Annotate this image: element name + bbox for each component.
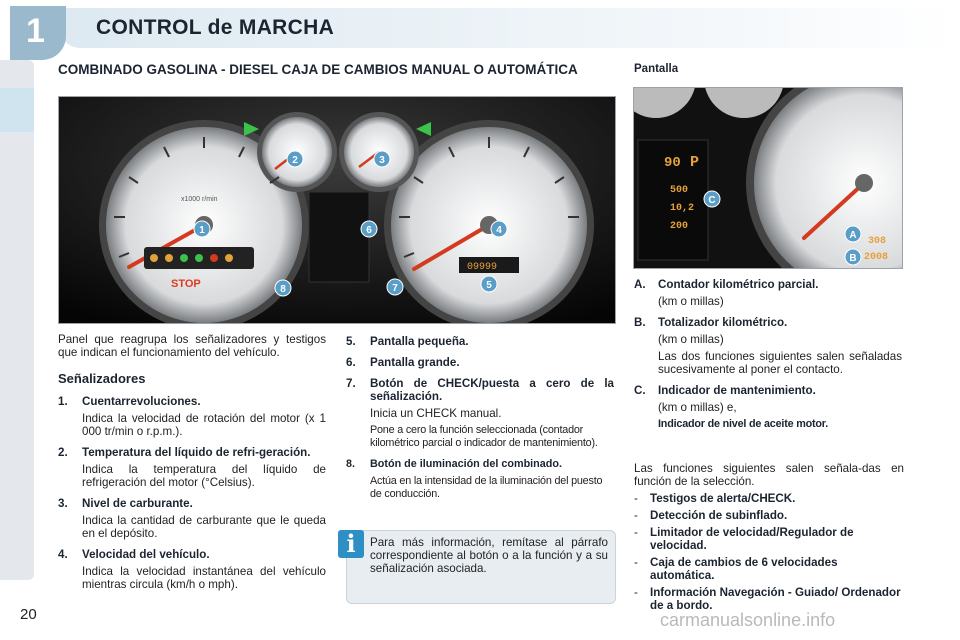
callout-5: 5 — [486, 280, 492, 291]
item-a: A. Contador kilométrico parcial. — [634, 278, 819, 291]
item-3-desc: Indica la cantidad de carburante que le queda en el depósito. — [82, 514, 326, 540]
functions-block — [634, 462, 904, 612]
item-b-desc: (km o millas) — [658, 333, 724, 346]
screen-gear: P — [690, 154, 700, 171]
callout-7: 7 — [392, 283, 398, 294]
callout-8: 8 — [280, 284, 286, 295]
screen-service-top: 500 — [670, 185, 689, 196]
callout-3: 3 — [379, 155, 385, 166]
screen-service-mid: 10,2 — [670, 203, 695, 214]
callout-4: 4 — [496, 225, 502, 236]
item-5: 5. Pantalla pequeña. — [346, 335, 469, 348]
item-c: C. Indicador de mantenimiento. — [634, 384, 816, 397]
callout-1: 1 — [199, 225, 205, 236]
function-item: - Limitador de velocidad/Regulador de velocidad. — [634, 526, 854, 552]
section-title: COMBINADO GASOLINA - DIESEL CAJA DE CAMBIOS MANUAL O AUTOMÁTICA — [58, 62, 578, 77]
item-8-desc: Actúa en la intensidad de la iluminación del puesto de conducción. — [370, 475, 603, 500]
tachometer-label: x1000 r/min — [181, 196, 218, 203]
column-middle — [346, 335, 614, 509]
stop-lamp: STOP — [171, 278, 201, 290]
callout-b: B — [849, 253, 857, 264]
callout-a: A — [849, 230, 857, 241]
callout-6: 6 — [366, 225, 372, 236]
intro-text: Panel que reagrupa los señalizadores y testigos que indican el funcionamiento del vehículo. — [58, 333, 326, 359]
item-6: 6. Pantalla grande. — [346, 356, 460, 369]
item-1-desc: Indica la velocidad de rotación del motor (x 1 000 tr/min o r.p.m.). — [82, 412, 326, 438]
callout-2: 2 — [292, 155, 298, 166]
side-bar — [0, 60, 34, 580]
center-screen — [309, 192, 369, 282]
item-2: 2. Temperatura del líquido de refri-geración. — [58, 446, 311, 459]
screen-service-bot: 200 — [670, 221, 689, 232]
item-c-desc: (km o millas) e, — [658, 401, 737, 414]
info-icon: i — [338, 530, 364, 558]
column-left — [58, 333, 326, 599]
item-b-desc2: Las dos funciones siguientes salen señaladas sucesivamente al poner el contacto. — [658, 350, 902, 376]
display-title: Pantalla — [634, 63, 679, 75]
chapter-number: 1 — [26, 12, 45, 50]
functions-intro: Las funciones siguientes salen señala-das en función de la selección. — [634, 462, 904, 488]
item-1: 1. Cuentarrevoluciones. — [58, 395, 201, 408]
item-8: 8. Botón de iluminación del combinado. — [346, 458, 562, 470]
item-2-desc: Indica la temperatura del líquido de refrigeración del motor (°Celsius). — [82, 463, 326, 489]
total-readout: 2008 — [864, 252, 889, 263]
instrument-cluster-photo — [58, 96, 616, 324]
odometer-readout: 09999 — [467, 262, 498, 273]
item-7: 7. Botón de CHECK/puesta a cero de la señalización. — [346, 377, 614, 403]
function-item: - Información Navegación - Guiado/ Ordenador de a bordo. — [634, 586, 901, 612]
item-c-desc2: Indicador de nivel de aceite motor. — [658, 418, 828, 430]
function-item: - Testigos de alerta/CHECK. — [634, 492, 796, 505]
side-tab — [0, 88, 34, 132]
item-b: B. Totalizador kilométrico. — [634, 316, 788, 329]
item-4-desc: Indica la velocidad instantánea del vehículo mientras circula (km/h o mph). — [82, 565, 326, 591]
column-right — [634, 278, 902, 439]
item-a-desc: (km o millas) — [658, 295, 724, 308]
watermark: carmanualsonline.info — [660, 610, 836, 630]
display-photo — [633, 87, 903, 269]
item-7-desc2: Pone a cero la función seleccionada (contador kilométrico parcial o indicador de mantenimiento). — [370, 424, 598, 449]
trip-readout: 308 — [868, 236, 887, 247]
callout-c: C — [708, 195, 716, 206]
function-item: - Detección de subinflado. — [634, 509, 788, 522]
screen-speed-digits: 90 — [664, 155, 681, 171]
senalizadores-heading: Señalizadores — [58, 371, 146, 386]
page-title: CONTROL de MARCHA — [96, 16, 335, 39]
function-item: - Caja de cambios de 6 velocidades automática. — [634, 556, 838, 582]
item-7-desc1: Inicia un CHECK manual. — [370, 407, 502, 420]
page-number: 20 — [20, 606, 37, 623]
item-3: 3. Nivel de carburante. — [58, 497, 193, 510]
item-4: 4. Velocidad del vehículo. — [58, 548, 210, 561]
info-text: Para más información, remítase al párrafo correspondiente al botón o a la función y a su señalización asociada. — [370, 536, 608, 575]
